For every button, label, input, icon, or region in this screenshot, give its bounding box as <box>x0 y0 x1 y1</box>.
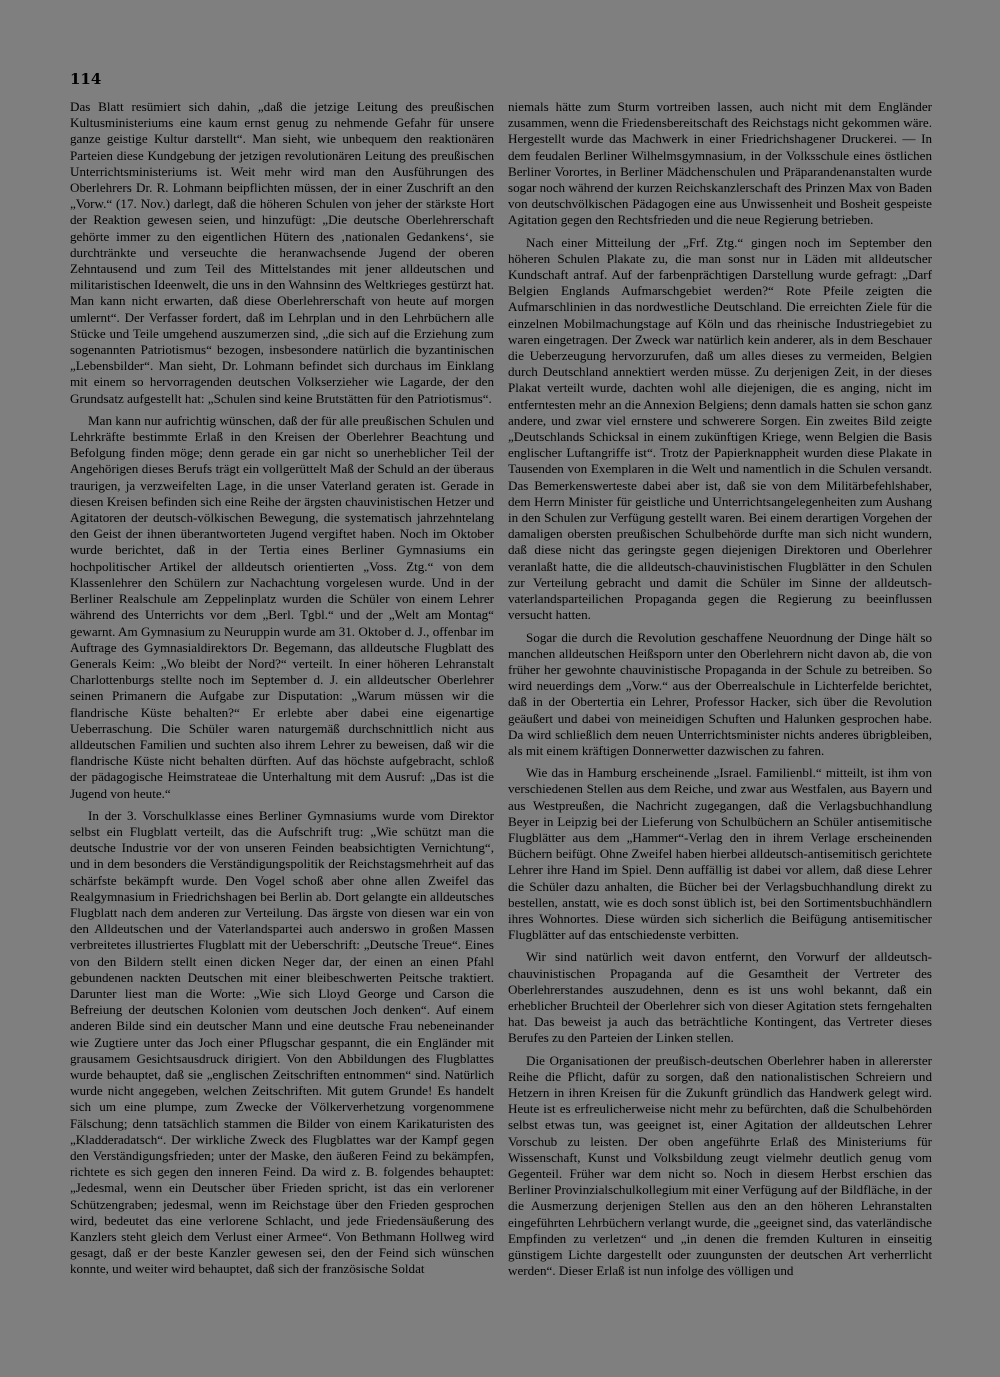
paragraph: In der 3. Vorschulklasse eines Berliner Gymnasiums wurde vom Direktor selbst ein Flugblatt verteilt, das die Aufschrift trug: „Wie schützt man die deutsche Industrie vor der von unseren Feinden beabsichtigten Vernichtung“, und in dem besonders die Verständigungspolitik der Reichstagsmehrheit auf das schärfste bekämpft wurde. Den Vogel schoß aber ohne allen Zweifel das Realgymnasium in Friedrichshagen bei Berlin ab. Dort gelangte ein alldeutsches Flugblatt nach dem anderen zur Verteilung. Das ärgste von diesen war ein von den Alldeutschen und der Vaterlandspartei auch anderswo in großen Massen verbreitetes illustriertes Flugblatt mit der Ueberschrift: „Deutsche Treue“. Eines von den Bildern stellt einen dicken Neger dar, der einen an einen Pfahl gebundenen nackten Deutschen mit einer bleibeschwerten Peitsche traktiert. Darunter liest man die Worte: „Wie sich Lloyd George und Carson die Befreiung der deutschen Kolonien vom deutschen Joch denken“. Auf einem anderen Bilde sind ein deutscher Mann und eine deutsche Frau nebeneinander wie Zugtiere unter das Joch einer Pflugschar gespannt, die ein Engländer mit grausamem Gesichtsausdruck dirigiert. Von den Abbildungen des Flugblattes wurde behauptet, daß sie „englischen Zeitschriften entnommen“ sind. Natürlich wurde nicht angegeben, welchen Zeitschriften. Mit gutem Grunde! Es handelt sich um eine plumpe, zum Zwecke der Völkerverhetzung vorgenommene Fälschung; denn tatsächlich stammen die Bilder von einem Karikaturisten des „Kladderadatsch“. Der wirkliche Zweck des Flugblattes war der Kampf gegen den Verständigungsfrieden; unter der Maske, den äußeren Feind zu bekämpfen, richtete es sich gegen den inneren Feind. Da wird z. B. folgendes behauptet: „Jedesmal, wenn ein Deutscher über Frieden spricht, ist das ein verlorener Schützengraben; jedesmal, wenn im Reichstage über den Frieden gesprochen wird, bedeutet das eine verlorene Schlacht, und jede Friedensäußerung des Kanzlers steht gleich dem Verlust einer Armee“. Von Bethmann Hollweg wird gesagt, daß er der beste Kanzler gewesen sei, den der Feind sich wünschen konnte, und weiter wird behauptet, daß sich der französische Soldat <box>70 807 494 1277</box>
page-number: 114 <box>70 70 102 88</box>
paragraph: Nach einer Mitteilung der „Frf. Ztg.“ gingen noch im September den höheren Schulen Plakate zu, die man sonst nur in Läden mit alldeutscher Kundschaft antraf. Auf der farbenprächtigen Darstellung wurde gefragt: „Darf Belgien Englands Aufmarschgebiet werden?“ Rote Pfeile zeigten die Aufmarschlinien in das nordwestliche Deutschland. Die erreichten Ziele für die einzelnen Mobilmachungstage auf Köln und das rheinische Industriegebiet zu waren eingetragen. Der Zweck war natürlich kein anderer, als in dem Beschauer die Ueberzeugung hervorzurufen, daß um alles dieses zu vermeiden, Belgien durch Deutschland annektiert werden müsse. Zu derjenigen Zeit, in der dieses Plakat verteilt wurde, dachten wohl alle diejenigen, die es anging, nicht im entferntesten mehr an die Annexion Belgiens; denn damals hatten sie schon ganz andere, und zwar viel ernstere und schwerere Sorgen. Ein zweites Bild zeigte „Deutschlands Schicksal in einem zukünftigen Kriege, wenn Belgien die Basis englischer Luftangriffe ist“. Trotz der Papierknappheit wurden diese Plakate in Tausenden von Exemplaren in die Welt und namentlich in die Schulen versandt. Das Bemerkenswerteste dabei aber ist, daß sie von dem Militärbefehlshaber, dem Herrn Minister für geistliche und Unterrichtsangelegenheiten zum Aushang in den Schulen zur Verfügung gestellt waren. Bei einem derartigen Vorgehen der damaligen obersten preußischen Schulbehörde durfte man sich nicht wundern, daß diese nicht das geringste gegen diejenigen Direktoren und Oberlehrer veranlaßt hatte, die die alldeutsch-chauvinistischen Flugblätter in den Schulen zur Verteilung gebracht und damit die Schüler im Sinne der alldeutsch-vaterlandsparteilichen Propaganda gegen die Regierung zu beeinflussen versucht hatten. <box>508 234 932 623</box>
paragraph: Die Organisationen der preußisch-deutschen Oberlehrer haben in allererster Reihe die Pflicht, dafür zu sorgen, daß den nationalistischen Schreiern und Hetzern in ihren Kreisen für die Zukunft gründlich das Handwerk gelegt wird. Heute ist es erfreulicherweise nicht mehr zu befürchten, daß die Schulbehörden selbst etwas tun, was geeignet ist, einer Agitation der alldeutschen Lehrer Vorschub zu leisten. Der oben angeführte Erlaß des Ministeriums für Wissenschaft, Kunst und Volksbildung zeugt vielmehr deutlich genug vom Gegenteil. Früher war dem nicht so. Noch in diesem Herbst erschien das Berliner Provinzialschulkollegium mit einer Verfügung auf der Bildfläche, in der die Ausmerzung derjenigen Stellen aus den an den höheren Lehranstalten eingeführten Lehrbüchern verlangt wurde, die „geeignet sind, das vaterländische Empfinden zu verletzen“ und „in denen die fremden Kulturen in einseitig günstigem Lichte dargestellt oder zuungunsten der deutschen Art verherrlicht werden“. Dieser Erlaß ist nun infolge des völligen und <box>508 1052 932 1279</box>
paragraph: Wie das in Hamburg erscheinende „Israel. Familienbl.“ mitteilt, ist ihm von verschiedenen Stellen aus dem Reiche, und zwar aus Westfalen, aus Bayern und aus Westpreußen, die Nachricht zugegangen, daß die Verlagsbuchhandlung Beyer in Leipzig bei der Lieferung von Schulbüchern an Schüler antisemitische Flugblätter aus dem „Hammer“-Verlag den in ihrem Verlage erscheinenden Büchern beifügt. Ohne Zweifel haben hierbei alldeutsch-antisemitisch gerichtete Lehrer ihre Hand im Spiel. Denn auffällig ist dabei vor allem, daß diese Lehrer die Schüler dazu anhalten, die Bücher bei der Verlagsbuchhandlung direkt zu bestellen, anstatt, wie es doch sonst üblich ist, bei den Sortimentsbuchhändlern ihres Wohnortes. Diese würden sich sicherlich die Beifügung antisemitischer Flugblätter auf das entschiedenste verbitten. <box>508 765 932 943</box>
paragraph: Man kann nur aufrichtig wünschen, daß der für alle preußischen Schulen und Lehrkräfte bestimmte Erlaß in den Kreisen der Oberlehrer Beachtung und Befolgung finden möge; denn gerade ein gar nicht so unerheblicher Teil der Angehörigen dieses Berufs trägt ein vollgerüttelt Maß der Schuld an der überaus traurigen, ja verzweifelten Lage, in die unser Vaterland geraten ist. Gerade in diesen Kreisen befinden sich eine Reihe der ärgsten chauvinistischen Hetzer und Agitatoren der deutsch-völkischen Bewegung, die systematisch jahrzehntelang den Geist der ihnen überantworteten Jugend vergiftet haben. Noch im Oktober wurde berichtet, daß in der Tertia eines Berliner Gymnasiums ein hochpolitischer Artikel der alldeutsch orientierten „Voss. Ztg.“ von dem Klassenlehrer den Schülern zur Nachachtung vorgelesen wurde. Und in der Berliner Realschule am Zeppelinplatz wurden die Schüler von einem Lehrer während des Unterrichts vor dem „Berl. Tgbl.“ und der „Welt am Montag“ gewarnt. Am Gymnasium zu Neuruppin wurde am 31. Oktober d. J., offenbar im Auftrage des Gymnasialdirektors Dr. Begemann, das alldeutsche Flugblatt des Generals Keim: „Wo bleibt der Nord?“ verteilt. In einer höheren Lehranstalt Charlottenburgs stellte noch im September d. J. ein alldeutscher Oberlehrer seinen Primanern die Aufgabe zur Disputation: „Warum müssen wir die flandrische Küste behalten?“ Er erlebte aber dabei eine eigenartige Ueberraschung. Die Schüler waren naturgemäß durchschnittlich nicht aus alldeutschen Familien und suchten also ihrem Lehrer zu beweisen, daß wir die flandrische Küste nicht behalten dürften. Auf das höchste aufgebracht, schloß der pädagogische Heimstrateae die Unterhaltung mit dem Ausruf: „Das ist die Jugend von heute.“ <box>70 412 494 801</box>
paragraph: Sogar die durch die Revolution geschaffene Neuordnung der Dinge hält so manchen alldeutschen Heißsporn unter den Oberlehrern nicht davon ab, die von früher her gewohnte chauvinistische Propaganda in der Schule zu betreiben. So wird neuerdings dem „Vorw.“ aus der Oberrealschule in Lichterfelde berichtet, daß in der Obertertia ein Lehrer, Professor Hacker, sich über die Revolution geäußert und dabei von meineidigen Schuften und Halunken gesprochen habe. Da wird schließlich dem neuen Unterrichtsminister nichts anderes übrigbleiben, als mit einem kräftigen Donnerwetter dazwischen zu fahren. <box>508 629 932 758</box>
text-column-right <box>508 99 932 1343</box>
paragraph: Das Blatt resümiert sich dahin, „daß die jetzige Leitung des preußischen Kultusministeriums eine kaum ernst genug zu nehmende Gefahr für unsere ganze geistige Kultur darstellt“. Man sieht, wie unbequem den reaktionären Parteien diese Kundgebung der jetzigen revolutionären Leitung des preußischen Unterrichtsministeriums ist. Weit mehr wird man den Ausführungen des Oberlehrers Dr. R. Lohmann beipflichten müssen, der in einer Zuschrift an den „Vorw.“ (17. Nov.) darlegt, daß die höheren Schulen von jeher der stärkste Hort der Reaktion gewesen seien, und hinzufügt: „Die deutsche Oberlehrerschaft gehörte immer zu den eigentlichen Hütern des ‚nationalen Gedankens‘, sie durchtränkte und verseuchte die heranwachsende Jugend der oberen Zehntausend und zum Teil des Mittelstandes mit jener alldeutschen und militaristischen Ideenwelt, die uns in den Wahnsinn des Weltkrieges gestürzt hat. Man kann nicht erwarten, daß diese Oberlehrerschaft von heute auf morgen umlernt“. Der Verfasser fordert, daß im Lehrplan und in den Lehrbüchern alle Stücke und Teile umgehend auszumerzen sind, „die sich auf die Erziehung zum sogenannten Patriotismus“ bezogen, insbesondere natürlich die byzantinischen „Lebensbilder“. Man sieht, Dr. Lohmann befindet sich durchaus im Einklang mit einem so hervorragenden deutschen Volkserzieher wie Lagarde, der den Grundsatz aufgestellt hat: „Schulen sind keine Brutstätten für den Patriotismus“. <box>70 99 494 406</box>
paragraph: niemals hätte zum Sturm vortreiben lassen, auch nicht mit dem Engländer zusammen, wenn die Friedensbereitschaft des Reichstags nicht gekommen wäre. Hergestellt wurde das Machwerk in einer Friedrichshagener Druckerei. — In dem feudalen Berliner Wilhelmsgymnasium, in der Volksschule eines östlichen Berliner Vorortes, in Berliner Mädchenschulen und Präparandenanstalten wurde sogar noch während der kurzen Reichskanzlerschaft des Prinzen Max von Baden von deutschvölkischen Pädagogen eine aus Unwissenheit und Bosheit gespeiste Agitation gegen den Rechtsfrieden und die neue Regierung betrieben. <box>508 99 932 228</box>
paragraph: Wir sind natürlich weit davon entfernt, den Vorwurf der alldeutsch-chauvinistischen Propaganda auf die Gesamtheit der Vertreter des Oberlehrerstandes auszudehnen, denn es ist uns wohl bekannt, daß ein erheblicher Bruchteil der Oberlehrer sich von dieser Agitation stets ferngehalten hat. Das beweist ja auch das beträchtliche Kontingent, das Vertreter dieses Berufes zu den Parteien der Linken stellen. <box>508 949 932 1046</box>
text-column-left <box>70 99 494 1343</box>
